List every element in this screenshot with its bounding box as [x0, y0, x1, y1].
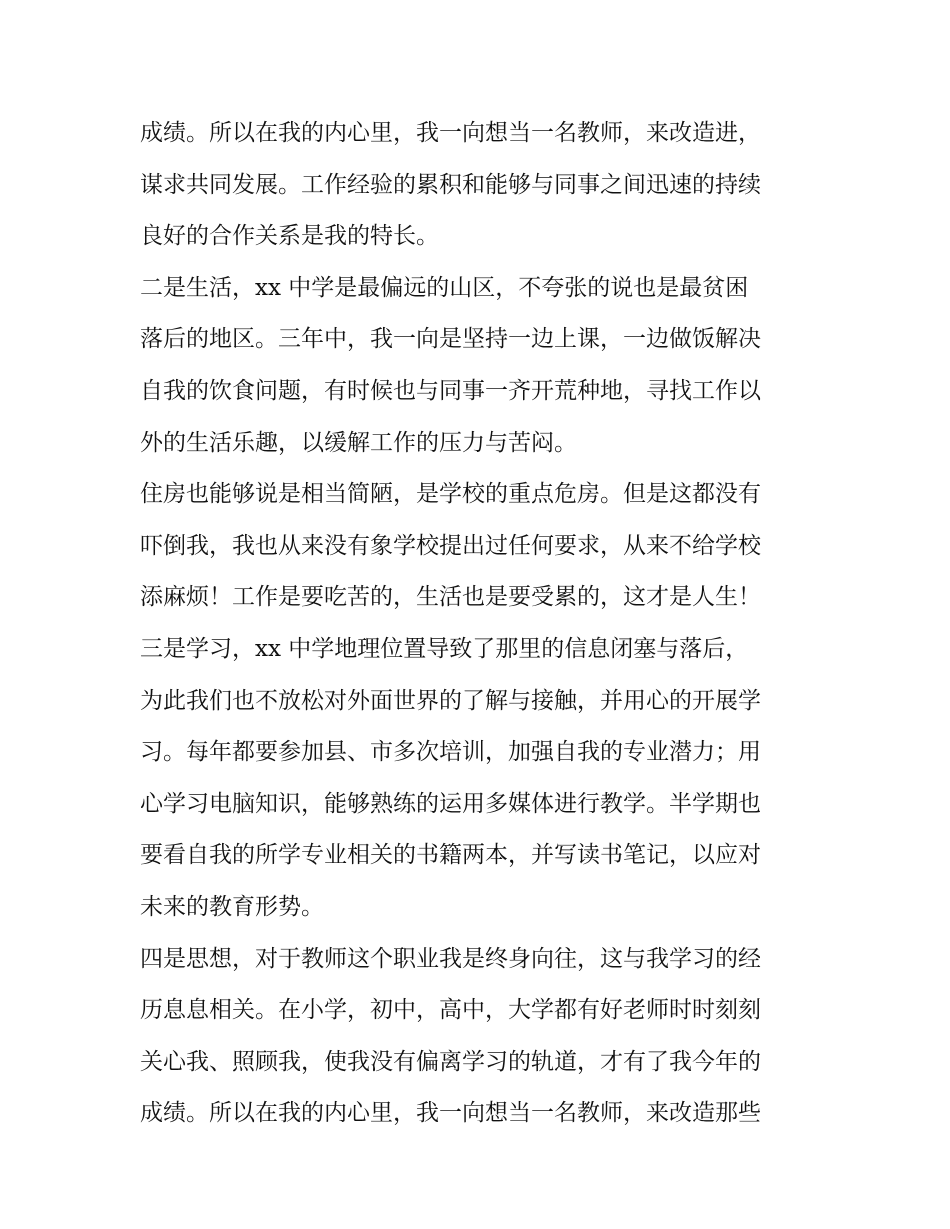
text-line: 添麻烦！工作是要吃苦的，生活也是要受累的，这才是人生！: [140, 584, 761, 611]
text-line: 外的生活乐趣，以缓解工作的压力与苦闷。: [140, 429, 577, 456]
text-line: 习。每年都要参加县、市多次培训，加强自我的专业潜力；用: [140, 739, 761, 766]
text-line: 成绩。所以在我的内心里，我一向想当一名教师，来改造那些: [140, 1100, 761, 1127]
text-line: 自我的饮食问题，有时候也与同事一齐开荒种地，寻找工作以: [140, 377, 761, 404]
text-line: 心学习电脑知识，能够熟练的运用多媒体进行教学。半学期也: [140, 790, 761, 817]
text-line: 历息息相关。在小学，初中，高中，大学都有好老师时时刻刻: [140, 997, 761, 1024]
body-text: [140, 108, 820, 1140]
text-line: 三是学习，xx 中学地理位置导致了那里的信息闭塞与落后，: [140, 635, 749, 662]
text-line: 为此我们也不放松对外面世界的了解与接触，并用心的开展学: [140, 687, 761, 714]
text-line: 未来的教育形势。: [140, 893, 324, 920]
text-line: 二是生活，xx 中学是最偏远的山区，不夸张的说也是最贫困: [140, 274, 749, 301]
text-line: 吓倒我，我也从来没有象学校提出过任何要求，从来不给学校: [140, 532, 761, 559]
text-line: 要看自我的所学专业相关的书籍两本，并写读书笔记，以应对: [140, 842, 761, 869]
text-line: 落后的地区。三年中，我一向是坚持一边上课，一边做饭解决: [140, 326, 761, 353]
text-line: 谋求共同发展。工作经验的累积和能够与同事之间迅速的持续: [140, 171, 761, 198]
text-line: 四是思想，对于教师这个职业我是终身向往，这与我学习的经: [140, 945, 761, 972]
text-line: 成绩。所以在我的内心里，我一向想当一名教师，来改造进，: [140, 120, 761, 146]
text-line: 关心我、照顾我，使我没有偏离学习的轨道，才有了我今年的: [140, 1048, 761, 1075]
text-line: 住房也能够说是相当简陋，是学校的重点危房。但是这都没有: [140, 481, 761, 508]
text-line: 良好的合作关系是我的特长。: [140, 223, 439, 250]
